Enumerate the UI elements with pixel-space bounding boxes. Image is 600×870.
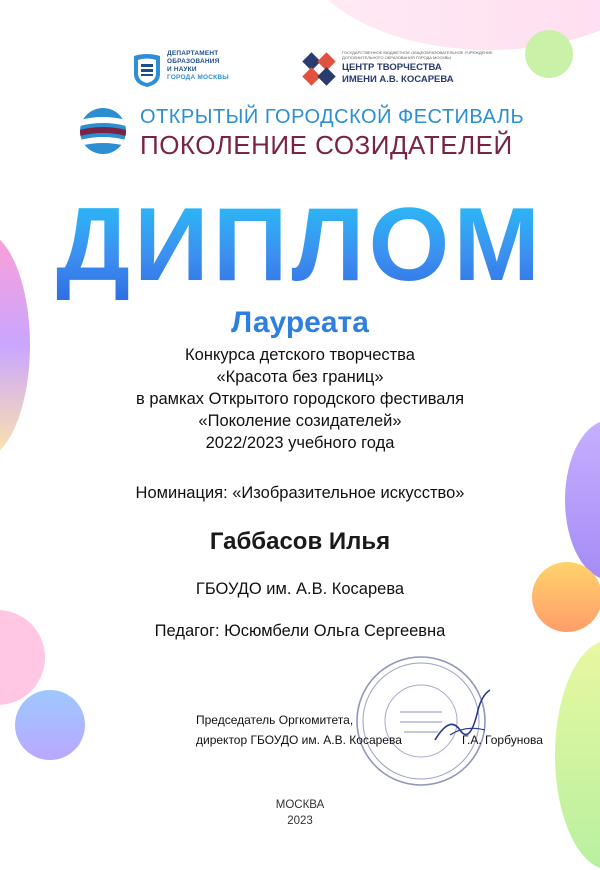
- center-small-line-1: ГОСУДАРСТВЕННОЕ БЮДЖЕТНОЕ ОБЩЕОБРАЗОВАТЕЛЬНОЕ УЧРЕЖДЕНИЕ: [342, 50, 493, 55]
- dept-line-2: ОБРАЗОВАНИЯ: [167, 58, 220, 65]
- center-small-line-2: ДОПОЛНИТЕЛЬНОГО ОБРАЗОВАНИЯ ГОРОДА МОСКВЫ: [342, 55, 451, 60]
- festival-logo: [78, 102, 528, 160]
- teacher: Педагог: Юсюмбели Ольга Сергеевна: [154, 622, 446, 640]
- nomination: Номинация: «Изобразительное искусство»: [135, 484, 465, 502]
- dept-line-4: ГОРОДА МОСКВЫ: [167, 74, 229, 81]
- footer: [0, 797, 600, 829]
- department-logo: [132, 50, 242, 94]
- footer-city: МОСКВА: [275, 799, 325, 811]
- dept-line-3: И НАУКИ: [167, 66, 197, 73]
- diploma-title: ДИПЛОМ: [0, 190, 600, 300]
- contest-description: [0, 344, 600, 454]
- decor-blob-left-blue: [15, 690, 85, 760]
- diploma-subtitle: Лауреата: [231, 306, 369, 339]
- contest-line-2: «Красота без границ»: [216, 368, 384, 386]
- creativity-center-emblem-icon: [302, 52, 336, 86]
- contest-line-5: 2022/2023 учебного года: [205, 434, 395, 452]
- institution: ГБОУДО им. А.В. Косарева: [195, 580, 405, 598]
- department-emblem-icon: [132, 52, 162, 88]
- center-name: [342, 62, 454, 86]
- decor-blob-green-top: [525, 30, 573, 78]
- signature-title-line-1: Председатель Оргкомитета,: [196, 713, 354, 727]
- creativity-center-logo: [302, 50, 493, 94]
- signature-title-line-2: директор ГБОУДО им. А.В. Косарева: [196, 733, 402, 747]
- contest-line-4: «Поколение созидателей»: [198, 412, 402, 430]
- center-name-line-1: ЦЕНТР ТВОРЧЕСТВА: [342, 62, 442, 73]
- contest-line-1: Конкурса детского творчества: [185, 346, 415, 364]
- contest-line-3: в рамках Открытого городского фестиваля: [135, 390, 465, 408]
- dept-line-1: ДЕПАРТАМЕНТ: [167, 50, 219, 57]
- festival-line-1: ОТКРЫТЫЙ ГОРОДСКОЙ ФЕСТИВАЛЬ: [140, 106, 525, 128]
- festival-emblem-icon: [78, 106, 128, 156]
- signature-signer: Г.А. Горбунова: [462, 733, 543, 747]
- festival-line-2: ПОКОЛЕНИЕ СОЗИДАТЕЛЕЙ: [140, 130, 513, 160]
- center-name-line-2: ИМЕНИ А.В. КОСАРЕВА: [342, 74, 454, 85]
- department-name: [167, 50, 229, 82]
- center-institution-type: [342, 50, 493, 60]
- decor-blob-right-green: [555, 640, 600, 870]
- footer-year: 2023: [287, 815, 313, 827]
- recipient-name: Габбасов Илья: [209, 528, 391, 555]
